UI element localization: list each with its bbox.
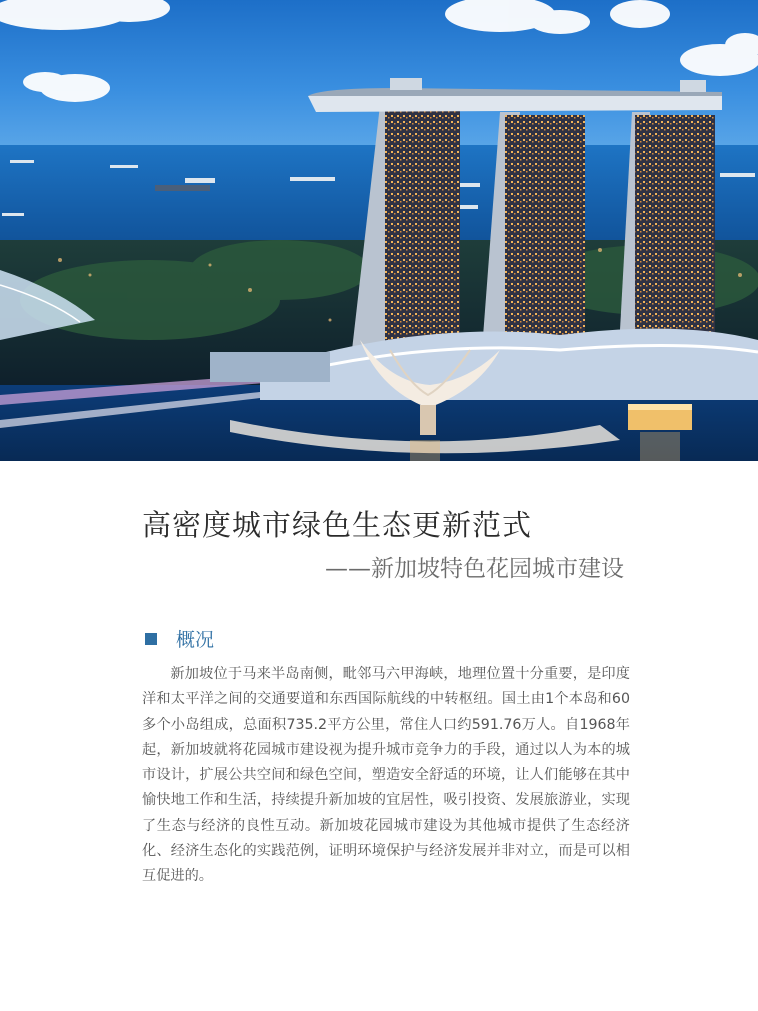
section-title: 概况 (176, 629, 215, 651)
section-header-overview (145, 625, 214, 652)
overview-paragraph: 新加坡位于马来半岛南侧，毗邻马六甲海峡，地理位置十分重要，是印度洋和太平洋之间的交通要道和东西国际航线的中转枢纽。国土由1个本岛和60多个小岛组成，总面积735.2平方公里，常住人口约591.76万人。自1968年起，新加坡就将花园城市建设视为提升城市竞争力的手段，通过以人为本的城市设计，扩展公共空间和绿色空间，塑造安全舒适的环境，让人们能够在其中愉快地工作和生活，持续提升新加坡的宜居性，吸引投资、发展旅游业，实现了生态与经济的良性互动。新加坡花园城市建设为其他城市提供了生态经济化、经济生态化的实践范例，证明环境保护与经济发展并非对立，而是可以相互促进的。 (142, 666, 630, 885)
document-subtitle: ——新加坡特色花园城市建设 (325, 556, 624, 582)
square-bullet-icon (145, 633, 157, 645)
document-title: 高密度城市绿色生态更新范式 (142, 508, 533, 542)
hero-photo-singapore-skyline (0, 0, 758, 461)
